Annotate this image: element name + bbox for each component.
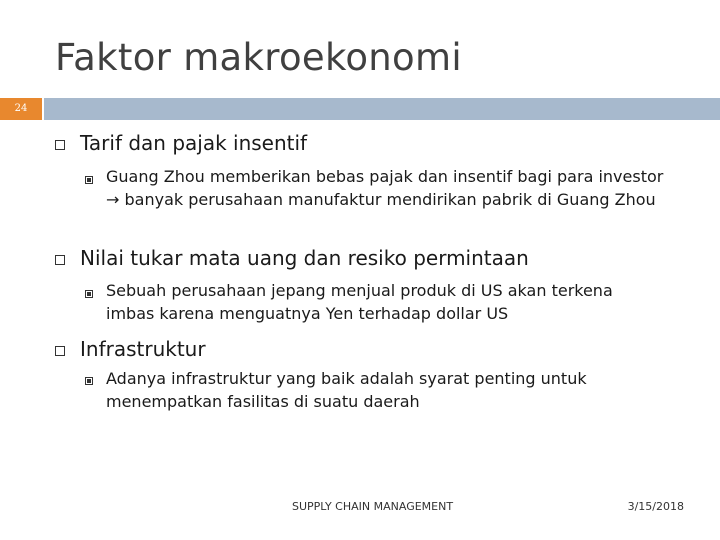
header-accent-bar (44, 98, 720, 120)
bullet-detail (106, 166, 666, 211)
footer-date: 3/15/2018 (627, 500, 684, 513)
bullet-detail: Adanya infrastruktur yang baik adalah syarat penting untuk menempatkan fasilitas di suatu daerah (106, 369, 587, 411)
bullet-detail: Sebuah perusahaan jepang menjual produk di US akan terkena imbas karena menguatnya Yen terhadap dollar US (106, 281, 613, 323)
bullet-heading: Tarif dan pajak insentif (80, 131, 308, 155)
bullet-detail-text: banyak perusahaan manufaktur mendirikan pabrik di Guang Zhou (119, 189, 656, 209)
filled-square-bullet-icon (85, 176, 93, 184)
slide-number: 24 (14, 103, 28, 114)
bullet-heading: Infrastruktur (80, 337, 206, 361)
bullet-heading: Nilai tukar mata uang dan resiko permintaan (80, 246, 529, 270)
arrow-icon: → (106, 189, 120, 209)
hollow-square-bullet-icon (55, 140, 65, 150)
hollow-square-bullet-icon (55, 346, 65, 356)
filled-square-bullet-icon (85, 290, 93, 298)
filled-square-bullet-icon (85, 377, 93, 385)
slide-title: Faktor makroekonomi (55, 36, 462, 79)
bullet-detail-text: Guang Zhou memberikan bebas pajak dan insentif bagi para investor (106, 167, 664, 186)
hollow-square-bullet-icon (55, 255, 65, 265)
footer-title: SUPPLY CHAIN MANAGEMENT (292, 500, 454, 513)
